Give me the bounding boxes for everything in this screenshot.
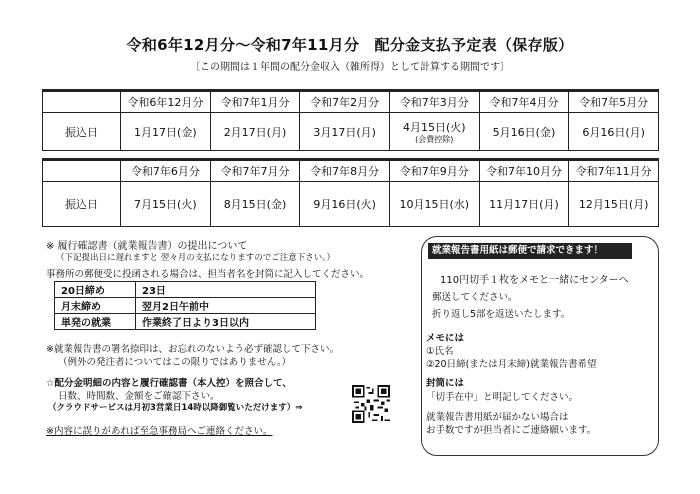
qr-code-icon[interactable]: [352, 385, 390, 423]
month-header: 令和7年3月分: [389, 92, 479, 113]
mail-instruction: 郵送してください。: [432, 292, 518, 303]
missing-form-note: 就業報告書用紙が届かない場合は: [426, 412, 569, 423]
payment-date: 11月17日(月): [479, 182, 569, 227]
page-subtitle: 〔この期間は１年間の配分金収入（雑所得）として計算する期間です〕: [190, 62, 510, 73]
payment-date: 1月17日(金): [121, 113, 211, 151]
payment-date: 3月17日(月): [300, 113, 390, 151]
contact-note: ※内容に誤りがあれば至急事務局へご連絡ください。: [46, 426, 273, 437]
table-row: [43, 182, 659, 227]
signature-note: ※就業報告書の署名捺印は、お忘れのないよう必ず確認して下さい。: [46, 344, 339, 355]
table-header-row: [43, 92, 659, 113]
table-header-row: [43, 161, 659, 182]
deadline-label: 月末締め: [55, 298, 136, 314]
payment-date: 9月16日(火): [300, 182, 390, 227]
payment-date: 2月17日(月): [210, 113, 300, 151]
row-label: 振込日: [43, 182, 121, 227]
payment-date: 10月15日(水): [389, 182, 479, 227]
payment-date: 4月15日(火): [403, 121, 466, 134]
month-header: 令和7年9月分: [389, 161, 479, 182]
month-header: 令和7年2月分: [300, 92, 390, 113]
stamp-instruction: 110円切手１枚をメモと一緒にセンターへ: [440, 275, 629, 286]
month-header: 令和7年4月分: [479, 92, 569, 113]
table-row: [55, 282, 316, 298]
table-row: [55, 298, 316, 314]
report-section-heading: ※ 履行確認書（就業報告書）の提出について: [46, 241, 248, 252]
row-label: 振込日: [43, 113, 121, 151]
deadline-label: 単発の就業: [55, 314, 136, 330]
envelope-instruction: 「切手在中」と明記してください。: [426, 392, 579, 403]
memo-heading: メモには: [426, 333, 465, 344]
month-header: 令和7年11月分: [569, 161, 659, 182]
month-header: 令和7年7月分: [210, 161, 300, 182]
deadline-table: [54, 281, 316, 330]
table-row: [43, 113, 659, 151]
month-header: 令和6年12月分: [121, 92, 211, 113]
deadline-label: 20日締め: [55, 282, 136, 298]
cloud-service-note: （クラウドサービスは月初3営業日14時以降御覧いただけます）⇒: [48, 403, 303, 413]
table-row: [55, 314, 316, 330]
deadline-value: 作業終了日より3日以内: [136, 314, 316, 330]
month-header: 令和7年8月分: [300, 161, 390, 182]
header-blank-cell: [43, 92, 121, 113]
memo-item-form: ②20日締(または月末締)就業報告書希望: [426, 359, 597, 370]
payment-date: 6月16日(月): [569, 113, 659, 151]
envelope-heading: 封筒には: [426, 378, 465, 389]
return-note: 折り返し5部を返送いたします。: [432, 309, 571, 320]
mailbox-note: 事務所の郵便受に投函される場合は、担当者名を封筒に記入してください。: [46, 269, 370, 280]
verify-detail-note: 日数、時間数、金額をご確認下さい。: [58, 391, 220, 402]
fee-deduction-note: (会費控除): [415, 135, 454, 144]
month-header: 令和7年5月分: [569, 92, 659, 113]
exception-note: （例外の発注者についてはこの限りではありません。）: [58, 357, 292, 368]
header-blank-cell: [43, 161, 121, 182]
payment-date-cell: [389, 113, 479, 151]
deadline-value: 翌月2日午前中: [136, 298, 316, 314]
payment-date: 12月15日(月): [569, 182, 659, 227]
schedule-table-2: [42, 160, 659, 227]
month-header: 令和7年6月分: [121, 161, 211, 182]
page-title: 令和6年12月分〜令和7年11月分 配分金支払予定表（保存版）: [126, 36, 574, 54]
request-panel-heading: 就業報告書用紙は郵便で請求できます！: [428, 243, 632, 259]
verify-note: ☆配分金明細の内容と履行確認書（本人控）を照合して、: [46, 378, 292, 389]
deadline-value: 23日: [136, 282, 316, 298]
payment-date: 7月15日(火): [121, 182, 211, 227]
contact-request-note: お手数ですが担当者にご連絡願います。: [426, 425, 597, 436]
schedule-table-1: [42, 91, 659, 151]
memo-item-name: ①氏名: [426, 346, 454, 357]
month-header: 令和7年1月分: [210, 92, 300, 113]
report-section-subnote: （下記提出日に遅れますと 翌々月の支払になりますのでご注意下さい。）: [56, 253, 335, 263]
payment-date: 5月16日(金): [479, 113, 569, 151]
month-header: 令和7年10月分: [479, 161, 569, 182]
payment-date: 8月15日(金): [210, 182, 300, 227]
